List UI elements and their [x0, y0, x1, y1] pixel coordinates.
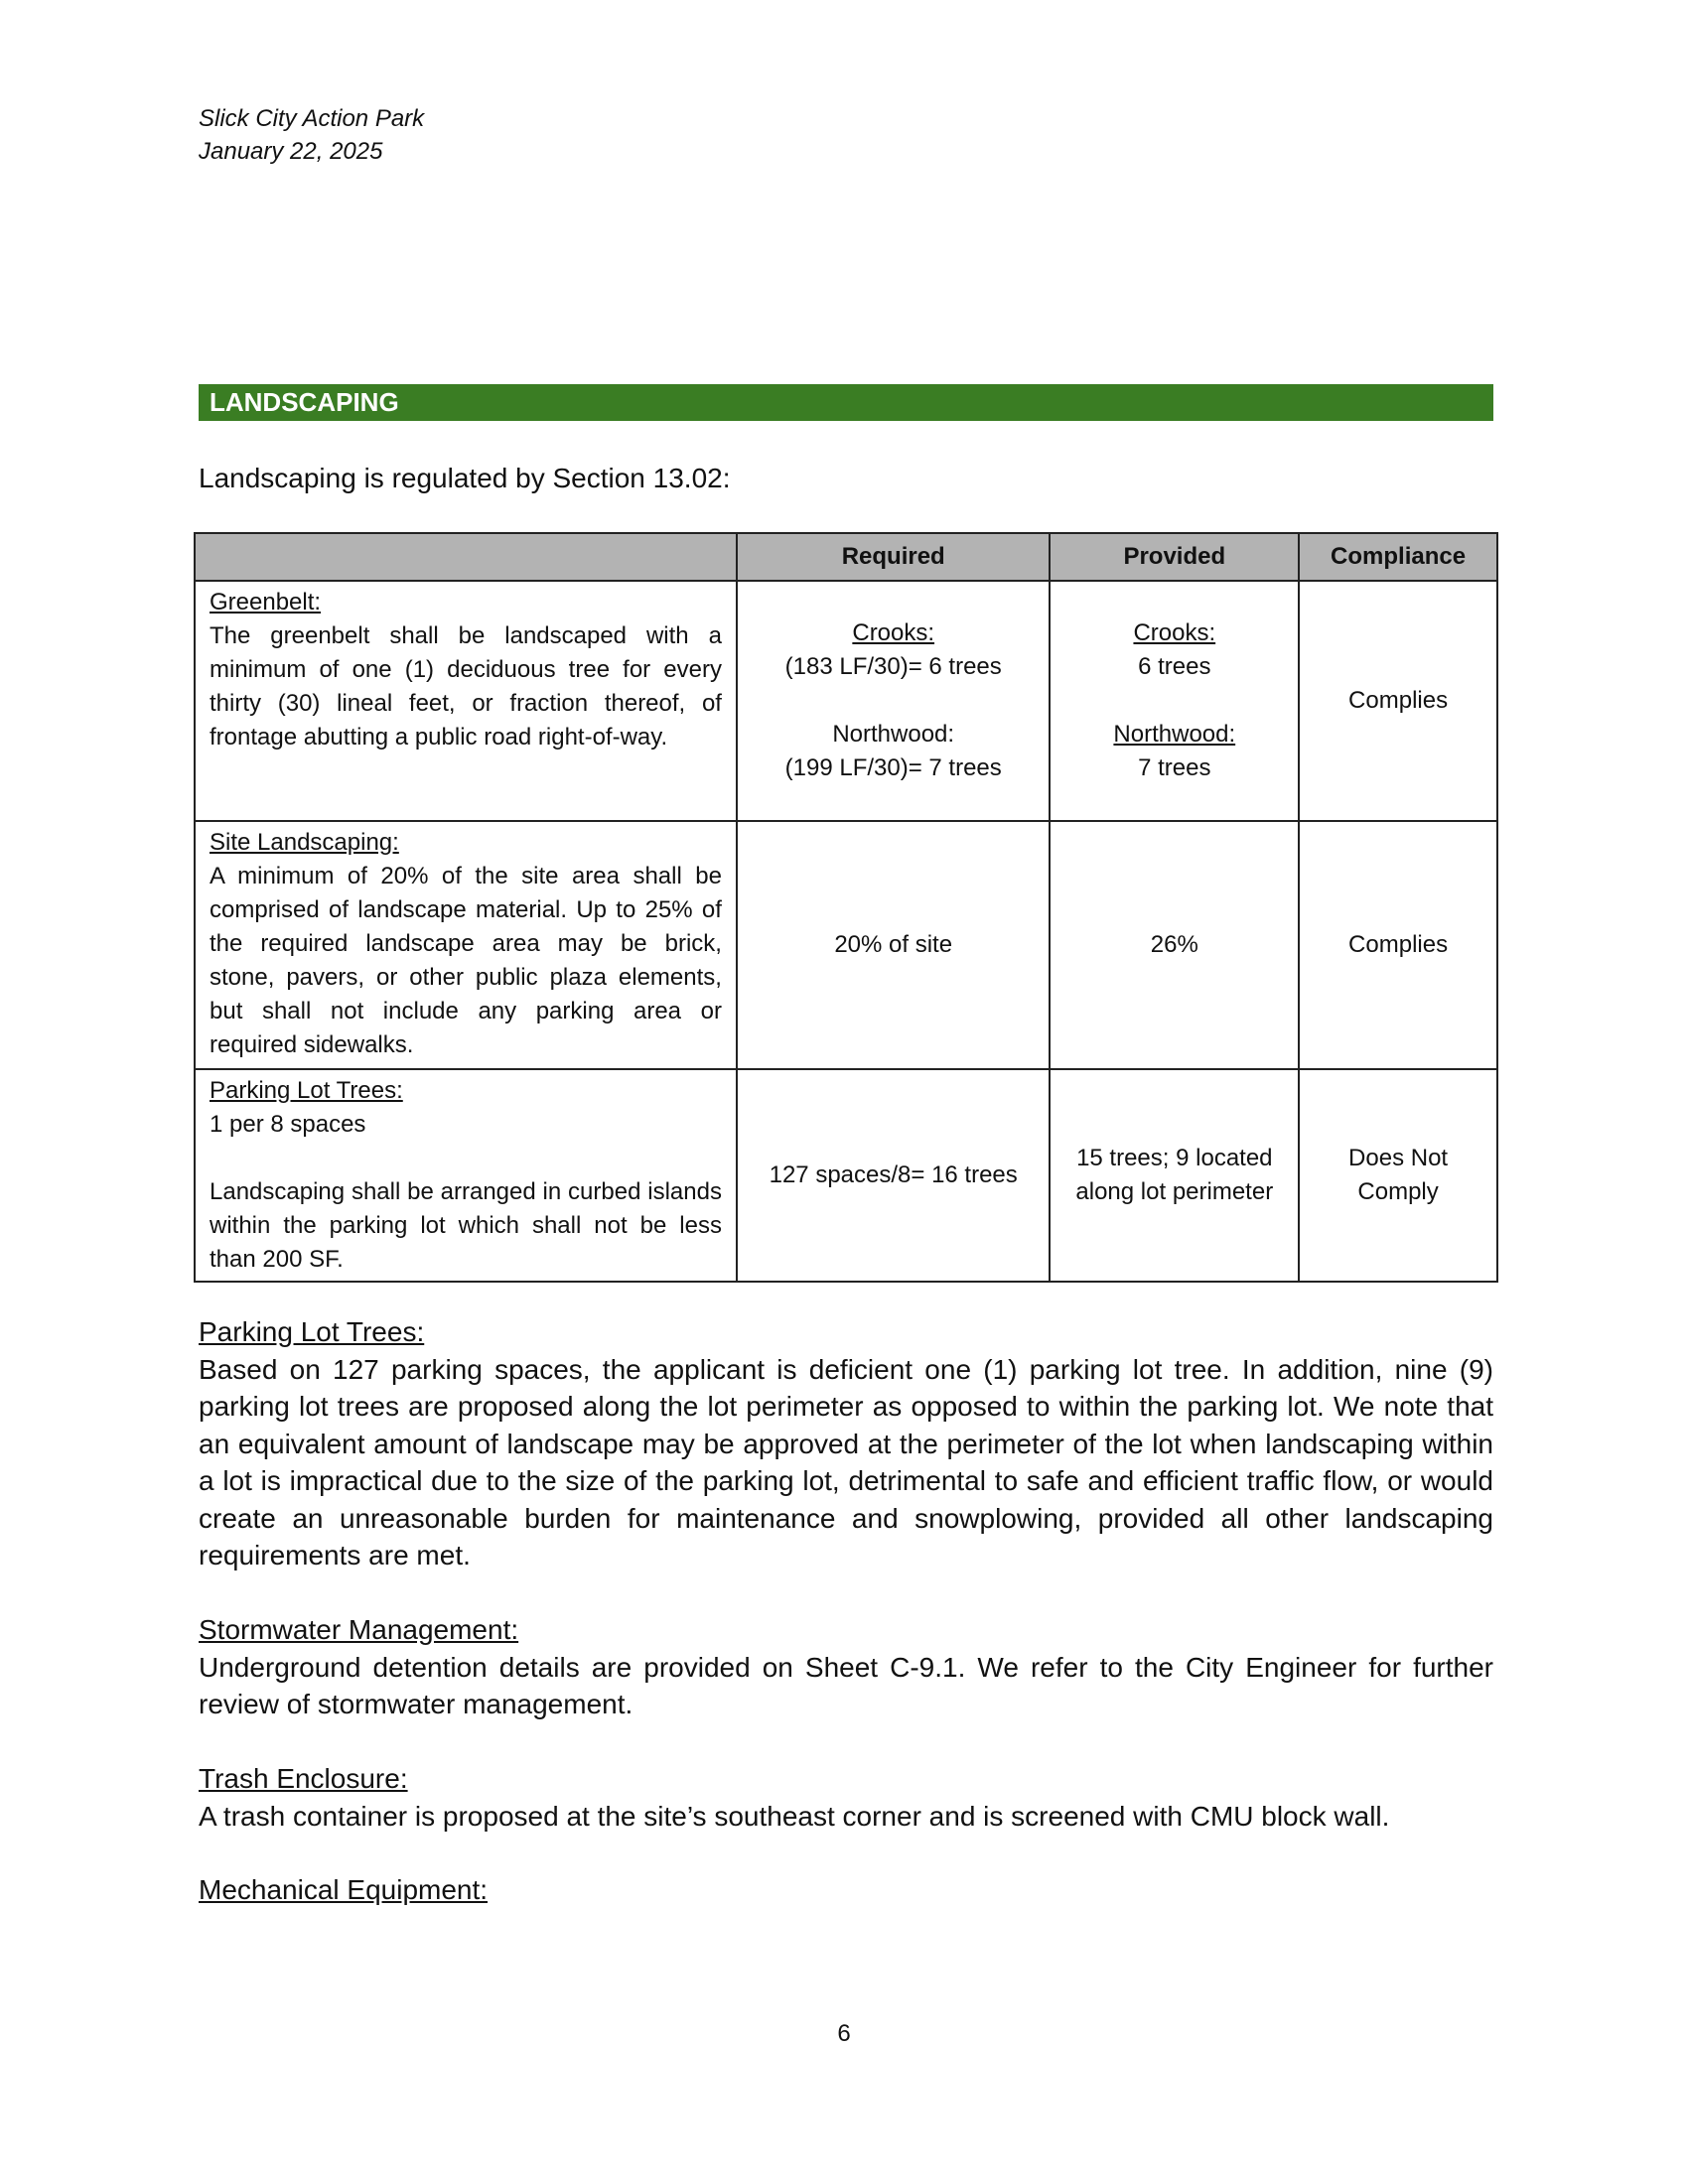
required-cell: 127 spaces/8= 16 trees	[737, 1069, 1051, 1282]
required-cell	[737, 581, 1051, 821]
section-heading: Parking Lot Trees:	[199, 1316, 425, 1347]
page-number: 6	[837, 2020, 851, 2047]
provided-cell: 26%	[1050, 821, 1299, 1069]
required-cell: 20% of site	[737, 821, 1051, 1069]
document-date: January 22, 2025	[199, 138, 383, 165]
parking-lot-trees-section	[199, 1313, 1493, 1574]
required-value: (183 LF/30)= 6 trees	[784, 653, 1002, 680]
compliance-cell: Complies	[1299, 821, 1497, 1069]
provided-label: Crooks:	[1133, 619, 1216, 646]
document-header	[199, 102, 424, 168]
provided-cell	[1050, 581, 1299, 821]
requirement-text: Landscaping shall be arranged in curbed islands within the parking lot which shall not be less than 200 SF.	[210, 1178, 722, 1273]
trash-enclosure-section	[199, 1760, 1493, 1835]
provided-value: 7 trees	[1138, 754, 1211, 781]
section-paragraph: Underground detention details are provided on Sheet C-9.1. We refer to the City Engineer for further review of stormwater management.	[199, 1651, 1493, 1719]
project-name: Slick City Action Park	[199, 105, 425, 132]
compliance-value: Does Not	[1348, 1145, 1449, 1171]
requirement-text: A minimum of 20% of the site area shall be comprised of landscape material. Up to 25% of the required landscape area may be brick, stone, pavers, or other public plaza elements, but shall not include any parking area or required sidewalks.	[210, 863, 722, 1058]
column-header: Required	[737, 533, 1051, 581]
provided-cell	[1050, 1069, 1299, 1282]
required-label: Northwood:	[832, 721, 955, 748]
required-label: Crooks:	[852, 619, 935, 646]
required-value: (199 LF/30)= 7 trees	[784, 754, 1002, 781]
section-paragraph: A trash container is proposed at the site’s southeast corner and is screened with CMU block wall.	[199, 1800, 1390, 1832]
compliance-value: Comply	[1357, 1178, 1439, 1205]
requirement-title: Parking Lot Trees:	[210, 1077, 403, 1104]
intro-text: Landscaping is regulated by Section 13.02:	[199, 463, 731, 493]
column-header	[195, 533, 737, 581]
table-row	[195, 821, 1497, 1069]
provided-value: 15 trees; 9 located	[1076, 1145, 1273, 1171]
section-paragraph: Based on 127 parking spaces, the applicant is deficient one (1) parking lot tree. In addition, nine (9) parking lot trees are proposed along the lot perimeter as opposed to within the parking lot. We note that an equivalent amount of landscape may be approved at the perimeter of the lot when landscaping within a lot is impractical due to the size of the parking lot, detrimental to safe and efficient traffic flow, or would create an unreasonable burden for maintenance and snowplowing, provided all other landscaping requirements are met.	[199, 1353, 1493, 1570]
table-row	[195, 581, 1497, 821]
requirement-cell	[195, 581, 737, 821]
mechanical-equipment-section	[199, 1871, 1493, 1909]
requirement-cell	[195, 821, 737, 1069]
table-row	[195, 1069, 1497, 1282]
provided-value: 6 trees	[1138, 653, 1211, 680]
section-heading: Trash Enclosure:	[199, 1763, 408, 1794]
requirement-title: Greenbelt:	[210, 589, 322, 615]
requirement-cell	[195, 1069, 737, 1282]
provided-label: Northwood:	[1113, 721, 1236, 748]
section-heading: Stormwater Management:	[199, 1614, 519, 1645]
column-header: Provided	[1050, 533, 1299, 581]
provided-value: along lot perimeter	[1075, 1178, 1274, 1205]
stormwater-section	[199, 1611, 1493, 1723]
requirement-text: 1 per 8 spaces	[210, 1111, 366, 1138]
table-header-row	[195, 533, 1497, 581]
compliance-cell	[1299, 1069, 1497, 1282]
section-title-bar: LANDSCAPING	[199, 384, 1493, 421]
requirement-title: Site Landscaping:	[210, 829, 399, 856]
requirements-table	[194, 532, 1498, 1283]
section-heading: Mechanical Equipment:	[199, 1874, 489, 1905]
requirement-text: The greenbelt shall be landscaped with a minimum of one (1) deciduous tree for every thirty (30) lineal feet, or fraction thereof, of frontage abutting a public road right-of-way.	[210, 622, 722, 751]
compliance-cell: Complies	[1299, 581, 1497, 821]
column-header: Compliance	[1299, 533, 1497, 581]
